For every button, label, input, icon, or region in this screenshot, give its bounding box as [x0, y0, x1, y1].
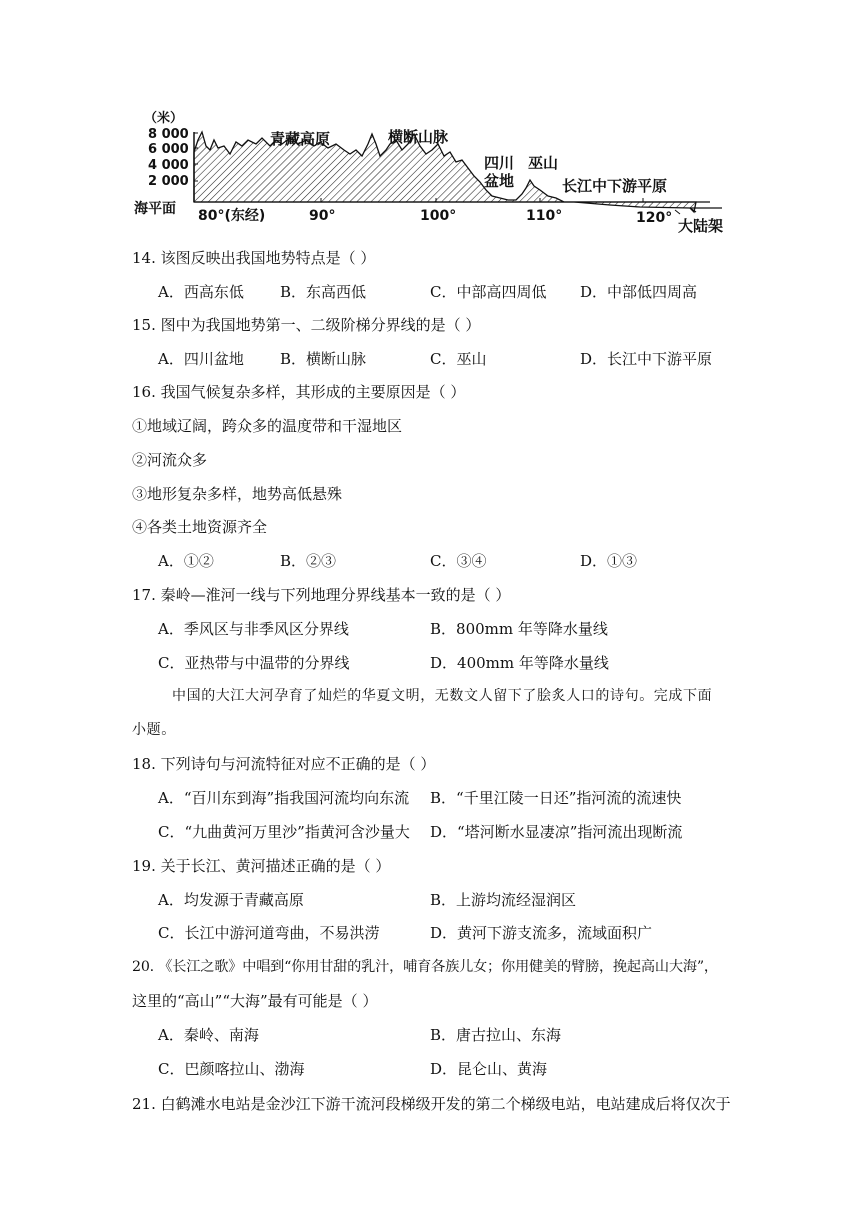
- question-16-stem: [132, 382, 465, 402]
- label-wushan: 巫山: [528, 154, 559, 172]
- passage-intro-line-2: 小题。: [132, 722, 176, 738]
- q19-option-b: B．上游均流经湿润区: [430, 891, 577, 909]
- q17-option-b: B．800mm 年等降水量线: [430, 620, 608, 638]
- q18-option-b: B．“千里江陵一日还”指河流的流速快: [430, 789, 682, 807]
- q16-option-c: C．③④: [430, 552, 487, 570]
- x-tick-label: 100°: [420, 208, 457, 224]
- q16-option-b: B．②③: [280, 552, 337, 570]
- question-14-stem: [132, 248, 375, 268]
- q18-option-a: A．“百川东到海”指我国河流均向东流: [158, 789, 410, 807]
- q17-option-d: D．400mm 年等降水量线: [430, 654, 609, 672]
- q16-statement-4: ④各类土地资源齐全: [132, 518, 268, 536]
- q20-option-b: B．唐古拉山、东海: [430, 1026, 562, 1044]
- y-tick-label: 4 000: [148, 158, 189, 173]
- question-number: 19.: [132, 857, 156, 875]
- question-20-stem-cont: 这里的“高山”“大海”最有可能是（ ）: [132, 992, 378, 1010]
- q20-option-c: C．巴颜喀拉山、渤海: [158, 1060, 305, 1078]
- question-20-stem: [132, 957, 718, 977]
- q19-option-a: A．均发源于青藏高原: [158, 891, 304, 909]
- y-tick-label: 2 000: [148, 174, 189, 189]
- question-17-stem: [132, 585, 510, 605]
- question-number: 14.: [132, 249, 156, 267]
- question-18-stem: [132, 754, 435, 774]
- q16-statement-2: ②河流众多: [132, 451, 208, 469]
- question-text: 《长江之歌》中唱到“你用甘甜的乳汁，哺育各族儿女；你用健美的臂膀，挽起高山大海”，: [158, 959, 718, 975]
- question-number: 17.: [132, 586, 156, 604]
- question-number: 16.: [132, 383, 156, 401]
- q19-option-d: D．黄河下游支流多，流域面积广: [430, 924, 653, 942]
- question-number: 18.: [132, 755, 156, 773]
- q20-option-d: D．昆仑山、黄海: [430, 1060, 548, 1078]
- q16-statement-1: ①地域辽阔，跨众多的温度带和干湿地区: [132, 417, 403, 435]
- label-qingzang: 青藏高原: [270, 130, 331, 148]
- label-hengduan: 横断山脉: [388, 128, 449, 146]
- question-15-stem: [132, 315, 480, 335]
- question-text: 图中为我国地势第一、二级阶梯分界线的是（ ）: [160, 316, 481, 334]
- q14-option-d: D．中部低四周高: [580, 283, 698, 301]
- y-tick-label: 海平面: [134, 201, 176, 217]
- x-tick-label: 90°: [309, 208, 336, 224]
- question-text: 关于长江、黄河描述正确的是（ ）: [160, 857, 391, 875]
- question-number: 15.: [132, 316, 156, 334]
- y-tick-label: 6 000: [148, 142, 189, 157]
- x-tick-label: 120°: [636, 210, 673, 226]
- question-21-stem: [132, 1094, 731, 1114]
- q16-option-a: A．①②: [158, 552, 214, 570]
- label-sichuan: 四川: [484, 154, 515, 172]
- q15-option-c: C．巫山: [430, 350, 487, 368]
- y-tick-label: 8 000: [148, 127, 189, 142]
- question-text: 白鹤滩水电站是金沙江下游干流河段梯级开发的第二个梯级电站，电站建成后将仅次于: [160, 1095, 731, 1113]
- y-unit-label: （米）: [144, 111, 184, 126]
- x-tick-label: 80°(东经): [198, 208, 266, 224]
- x-tick-label: 110°: [526, 208, 563, 224]
- label-dalujia: 大陆架: [678, 217, 724, 235]
- q15-option-d: D．长江中下游平原: [580, 350, 713, 368]
- label-changjiang: 长江中下游平原: [562, 177, 668, 195]
- question-text: 秦岭—淮河一线与下列地理分界线基本一致的是（ ）: [160, 586, 511, 604]
- q15-option-b: B．横断山脉: [280, 350, 367, 368]
- q16-statement-3: ③地形复杂多样，地势高低悬殊: [132, 485, 343, 503]
- question-number: 21.: [132, 1095, 156, 1113]
- q15-option-a: A．四川盆地: [158, 350, 244, 368]
- q20-option-a: A．秦岭、南海: [158, 1026, 259, 1044]
- terrain-profile-figure: [130, 110, 730, 238]
- question-number: 20.: [132, 959, 154, 975]
- q14-option-b: B．东高西低: [280, 283, 367, 301]
- q14-option-c: C．中部高四周低: [430, 283, 547, 301]
- question-19-stem: [132, 856, 390, 876]
- q18-option-c: C．“九曲黄河万里沙”指黄河含沙量大: [158, 823, 410, 841]
- label-sichuan: 盆地: [484, 172, 515, 190]
- question-text: 该图反映出我国地势特点是（ ）: [160, 249, 376, 267]
- q16-option-d: D．①③: [580, 552, 638, 570]
- question-text: 我国气候复杂多样，其形成的主要原因是（ ）: [160, 383, 466, 401]
- q14-option-a: A．西高东低: [158, 283, 244, 301]
- q17-option-c: C．亚热带与中温带的分界线: [158, 654, 350, 672]
- q17-option-a: A．季风区与非季风区分界线: [158, 620, 349, 638]
- question-text: 下列诗句与河流特征对应不正确的是（ ）: [160, 755, 436, 773]
- passage-intro-line-1: 中国的大江大河孕育了灿烂的华夏文明，无数文人留下了脍炙人口的诗句。完成下面: [172, 688, 713, 704]
- q18-option-d: D．“塔河断水显凄凉”指河流出现断流: [430, 823, 683, 841]
- q19-option-c: C．长江中游河道弯曲，不易洪涝: [158, 924, 380, 942]
- shelf-pointer: [675, 210, 680, 214]
